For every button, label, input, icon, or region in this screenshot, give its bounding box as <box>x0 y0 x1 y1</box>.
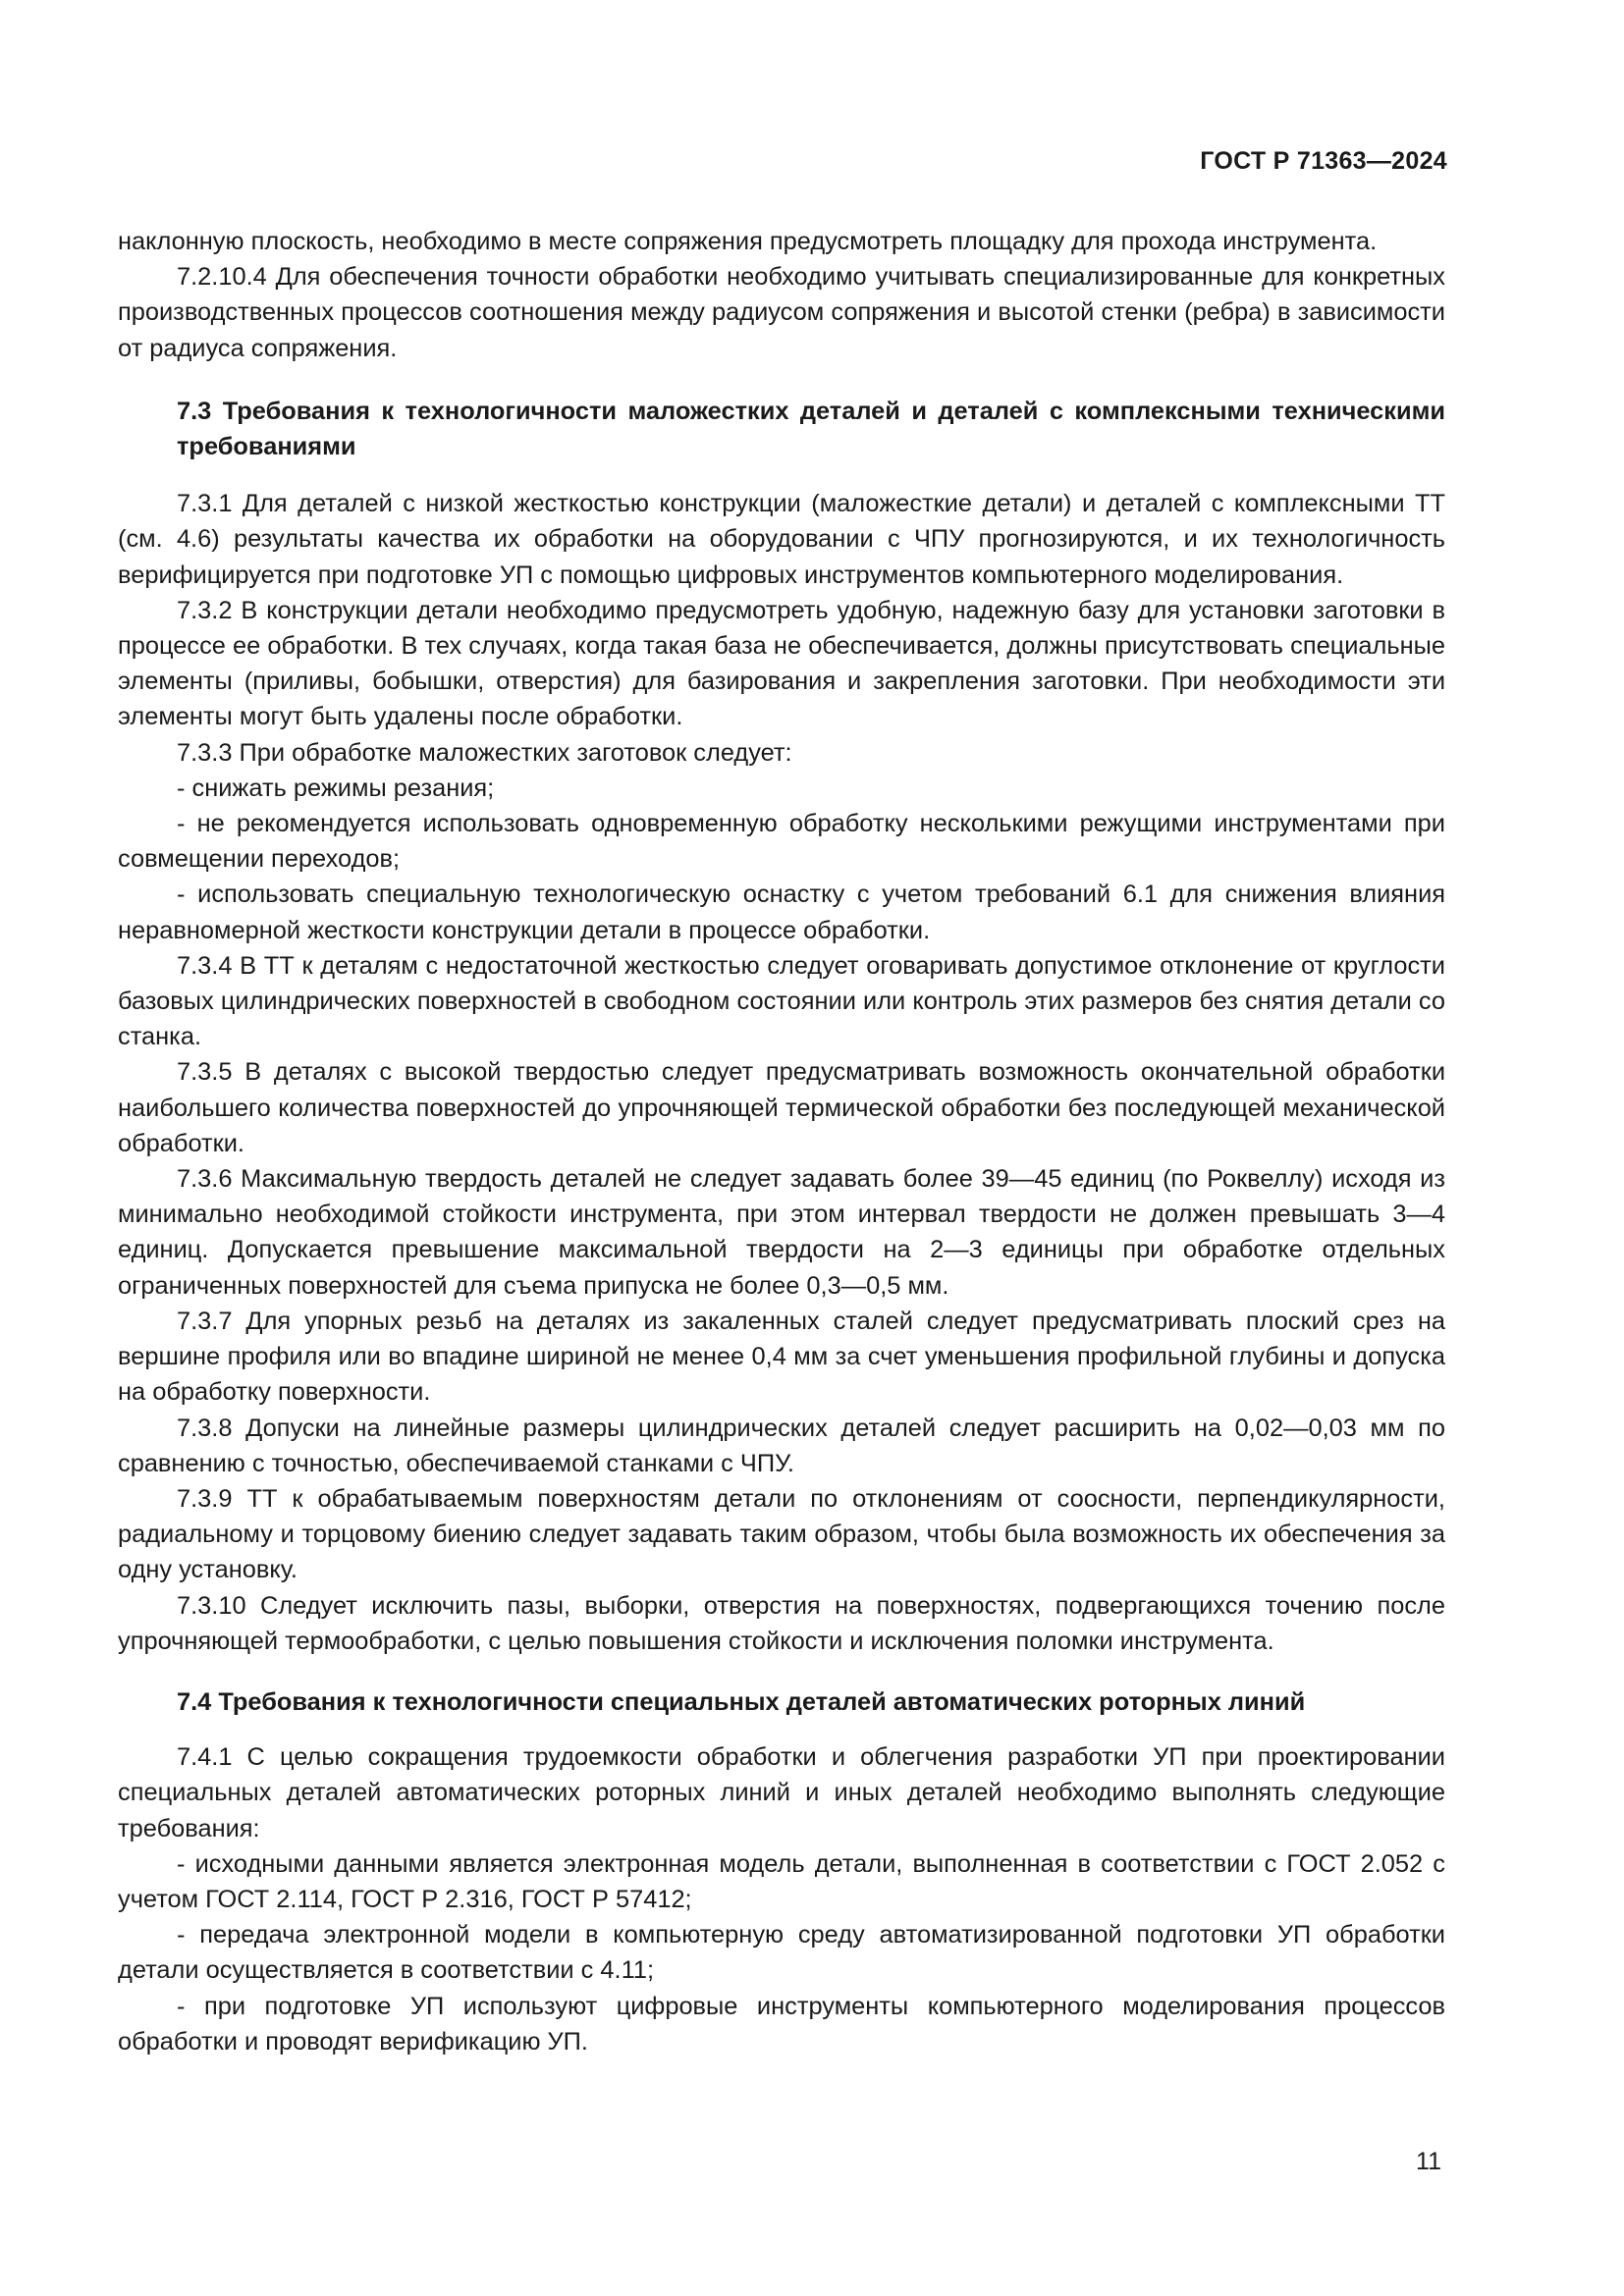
paragraph-7-3-3: 7.3.3 При обработке маложестких заготовок следует: <box>177 738 792 767</box>
section-heading-7-3: 7.3 Требования к технологичности маложестких деталей и деталей с комплексными техническими требованиями <box>177 397 1445 461</box>
paragraph-7-3-6: 7.3.6 Максимальную твердость деталей не следует задавать более 39—45 единиц (по Роквеллу) исходя из минимально необходимой стойкости инструмента, при этом интервал твердости не должен превышать 3—4 единиц. Допускается превышение максимальной твердости на 2—3 единицы при обработке отдельных ограниченных поверхностей для съема припуска не более 0,3—0,5 мм. <box>118 1165 1445 1300</box>
paragraph-7-3-7: 7.3.7 Для упорных резьб на деталях из закаленных сталей следует предусматривать плоский срез на вершине профиля или во впадине шириной не менее 0,4 мм за счет уменьшения профильной глубины и допуска на обработку поверхности. <box>118 1307 1445 1407</box>
paragraph-continuation: наклонную плоскость, необходимо в месте сопряжения предусмотреть площадку для прохода инструмента. <box>118 228 1378 255</box>
paragraph-7-3-2: 7.3.2 В конструкции детали необходимо предусмотреть удобную, надежную базу для установки заготовки в процессе ее обработки. В тех случаях, когда такая база не обеспечивается, должны присутствовать специальные элементы (приливы, бобышки, отверстия) для базирования и закрепления заготовки. При необходимости эти элементы могут быть удалены после обработки. <box>118 596 1445 731</box>
list-item-7-4-1-a: - исходными данными является электронная модель детали, выполненная в соответствии с ГОСТ 2.052 с учетом ГОСТ 2.114, ГОСТ Р 2.316, ГОСТ Р 57412; <box>118 1849 1445 1913</box>
list-item-7-3-3-a: - снижать режимы резания; <box>177 774 495 802</box>
paragraph-7-2-10-4: 7.2.10.4 Для обеспечения точности обработки необходимо учитывать специализированные для конкретных производственных процессов соотношения между радиусом сопряжения и высотой стенки (ребра) в зависимости от радиуса сопряжения. <box>118 263 1445 362</box>
list-item-7-3-3-c: - использовать специальную технологическую оснастку с учетом требований 6.1 для снижения влияния неравномерной жесткости конструкции детали в процессе обработки. <box>118 881 1445 944</box>
paragraph-7-3-4: 7.3.4 В ТТ к деталям с недостаточной жесткостью следует оговаривать допустимое отклонение от круглости базовых цилиндрических поверхностей в свободном состоянии или контроль этих размеров без снятия детали со станка. <box>118 951 1445 1051</box>
paragraph-7-3-10: 7.3.10 Следует исключить пазы, выборки, отверстия на поверхностях, подвергающихся точению после упрочняющей термообработки, с целью повышения стойкости и исключения поломки инструмента. <box>118 1591 1445 1655</box>
list-item-7-4-1-b: - передача электронной модели в компьютерную среду автоматизированной подготовки УП обработки детали осуществляется в соответствии с 4.11; <box>118 1921 1445 1985</box>
list-item-7-3-3-b: - не рекомендуется использовать одновременную обработку несколькими режущими инструментами при совмещении переходов; <box>118 810 1445 874</box>
paragraph-7-4-1: 7.4.1 С целью сокращения трудоемкости обработки и облегчения разработки УП при проектировании специальных деталей автоматических роторных линий и иных деталей необходимо выполнять следующие требования: <box>118 1743 1445 1842</box>
paragraph-7-3-5: 7.3.5 В деталях с высокой твердостью следует предусматривать возможность окончательной обработки наибольшего количества поверхностей до упрочняющей термической обработки без последующей механической обработки. <box>118 1058 1445 1157</box>
document-code-header: ГОСТ Р 71363—2024 <box>1200 147 1447 175</box>
paragraph-7-3-9: 7.3.9 ТТ к обрабатываемым поверхностям детали по отклонениям от соосности, перпендикулярности, радиальному и торцовому биению следует задавать таким образом, чтобы была возможность их обеспечения за одну установку. <box>118 1484 1445 1584</box>
list-item-7-4-1-c: - при подготовке УП используют цифровые инструменты компьютерного моделирования процессов обработки и проводят верификацию УП. <box>118 1992 1445 2056</box>
document-body <box>118 224 1445 2059</box>
paragraph-7-3-8: 7.3.8 Допуски на линейные размеры цилиндрических деталей следует расширить на 0,02—0,03 мм по сравнению с точностью, обеспечиваемой станками с ЧПУ. <box>118 1414 1445 1477</box>
page-number: 11 <box>1416 2148 1441 2175</box>
section-heading-7-4: 7.4 Требования к технологичности специальных деталей автоматических роторных линий <box>177 1687 1306 1716</box>
paragraph-7-3-1: 7.3.1 Для деталей с низкой жесткостью конструкции (маложесткие детали) и деталей с комплексными ТТ (см. 4.6) результаты качества их обработки на оборудовании с ЧПУ прогнозируются, и их технологичность верифицируется при подготовке УП с помощью цифровых инструментов компьютерного моделирования. <box>118 490 1445 589</box>
